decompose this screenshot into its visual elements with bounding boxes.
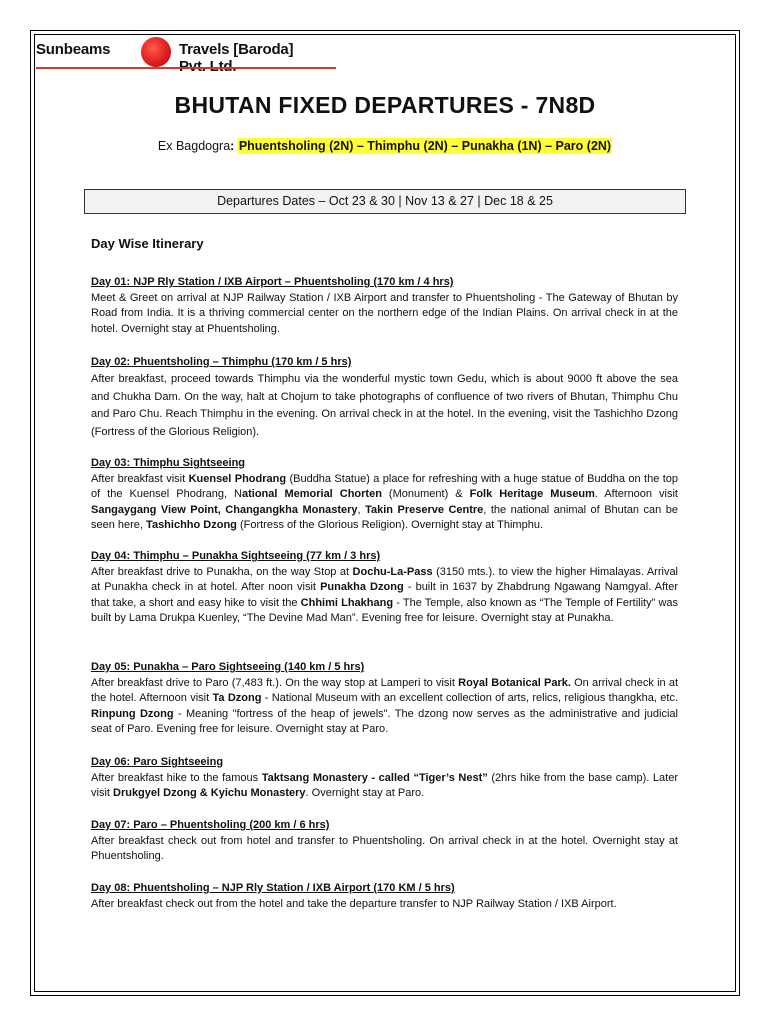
logo-underline <box>36 67 336 69</box>
highlighted-place: Punakha Dzong <box>320 581 404 594</box>
highlighted-place: Tashichho Dzong <box>146 519 237 532</box>
description-text: (3150 mts.). to view the higher Himalayas. Arrival at Punakha check in at hotel. After noon visit <box>91 565 679 594</box>
highlighted-place: Drukgyel Dzong & Kyichu Monastery <box>113 787 306 800</box>
description-text: . Afternoon visit <box>594 488 678 501</box>
day-section <box>91 818 678 865</box>
description-text: (Fortress of the Glorious Religion). Overnight stay at Thimphu. <box>236 519 543 532</box>
description-text: . Overnight stay at Paro. <box>305 787 425 800</box>
description-text: After breakfast hike to the famous <box>91 771 262 784</box>
day-title: Day 06: Paro Sightseeing <box>91 756 224 768</box>
day-section <box>91 881 678 912</box>
company-logo <box>34 36 314 70</box>
description-text: (Monument) & <box>381 488 470 501</box>
highlighted-place: Folk Heritage Museum <box>469 488 595 501</box>
description-text: Meet & Greet on arrival at NJP Railway Station / IXB Airport and transfer to Phuentsholing - The Gateway of Bhutan by Road from India. It is a thriving commercial center on the northern edge of the Indian Plains. On arrival check in at the hotel. Overnight stay at Phuentsholing. <box>91 291 678 335</box>
day-section <box>91 354 678 441</box>
day-section <box>91 275 678 337</box>
description-text: After breakfast drive to Punakha, on the way Stop at <box>91 565 353 578</box>
day-section <box>91 660 678 738</box>
route-colon: : <box>230 139 235 153</box>
logo-text-left: Sunbeams <box>36 41 111 58</box>
route-line <box>34 139 736 153</box>
page-title: BHUTAN FIXED DEPARTURES - 7N8D <box>174 92 596 118</box>
description-text: After breakfast check out from the hotel and take the departure transfer to NJP Railway Station / IXB Airport. <box>91 897 617 910</box>
description-text: - Meaning "fortress of the heap of jewels". The dzong now serves as the administrative and judicial seat of Paro. Evening free for leisure. Overnight stay at Paro. <box>91 707 678 736</box>
day-description <box>91 771 678 802</box>
day-title: Day 01: NJP Rly Station / IXB Airport – Phuentsholing (170 km / 4 hrs) <box>91 276 454 288</box>
day-description <box>91 676 678 738</box>
day-description <box>91 565 678 627</box>
highlighted-place: Rinpung Dzong <box>91 707 174 720</box>
day-description <box>91 834 678 865</box>
highlighted-place: Ta Dzong <box>212 692 262 705</box>
description-text: - The Temple, also known as “The Temple of Fertility” was built by Lama Drukpa Kuenley, “The Devine Mad Man”. Evening free for leisure. Overnight stay at Punakha. <box>91 596 679 625</box>
description-text: After breakfast check out from hotel and transfer to Phuentsholing. On arrival check in at the hotel. Overnight stay at Phuentsholing. <box>91 834 678 863</box>
sun-logo-icon <box>141 37 171 67</box>
route-highlight: Phuentsholing (2N) – Thimphu (2N) – Punakha (1N) – Paro (2N) <box>238 139 612 153</box>
day-description <box>91 472 678 534</box>
description-text: After breakfast visit <box>91 472 189 485</box>
highlighted-place: Sangaygang View Point, Changangkha Monastery <box>91 503 358 516</box>
description-text: - built in 1637 by Zhabdrung Ngawang Namgyal. After that take, a short and easy hike to visit the <box>91 581 678 609</box>
description-text: (2hrs hike from the base camp). Later visit <box>91 771 678 800</box>
day-title: Day 08: Phuentsholing – NJP Rly Station / IXB Airport (170 KM / 5 hrs) <box>91 882 455 894</box>
description-text: After breakfast drive to Paro (7,483 ft.). On the way stop at Lamperi to visit <box>91 676 459 689</box>
day-section <box>91 456 678 534</box>
day-title: Day 03: Thimphu Sightseeing <box>91 457 246 469</box>
day-title: Day 02: Phuentsholing – Thimphu (170 km / 5 hrs) <box>91 356 352 368</box>
day-description <box>91 897 678 913</box>
day-title: Day 07: Paro – Phuentsholing (200 km / 6 hrs) <box>91 819 330 831</box>
description-text: , the national animal of Bhutan can be seen here, <box>91 503 678 532</box>
highlighted-place: Kuensel Phodrang <box>188 472 287 485</box>
day-description <box>91 291 678 338</box>
highlighted-place: ational Memorial Chorten <box>241 488 382 501</box>
highlighted-place: Takin Preserve Centre <box>365 503 484 516</box>
highlighted-place: Dochu-La-Pass <box>352 565 433 578</box>
description-text: (Buddha Statue) a place for refreshing with a huge statue of Buddha on the top of the Kuensel Phodrang, N <box>91 472 678 501</box>
logo-text-right: Travels [Baroda] <box>179 41 294 58</box>
day-title: Day 04: Thimphu – Punakha Sightseeing (77 km / 3 hrs) <box>91 550 381 562</box>
day-title: Day 05: Punakha – Paro Sightseeing (140 km / 5 hrs) <box>91 661 365 673</box>
description-text: , <box>357 503 366 516</box>
day-description <box>91 371 678 441</box>
departure-dates-box: Departures Dates – Oct 23 & 30 | Nov 13 & 27 | Dec 18 & 25 <box>84 189 686 214</box>
day-section <box>91 755 678 802</box>
description-text: - National Museum with an excellent collection of arts, relics, religious thangkha, etc. <box>261 692 679 705</box>
description-text: On arrival check in at the hotel. Afternoon visit <box>91 676 679 705</box>
highlighted-place: Chhimi Lhakhang <box>300 596 394 609</box>
route-prefix: Ex Bagdogra <box>157 139 231 153</box>
description-text: After breakfast, proceed towards Thimphu via the wonderful mystic town Gedu, which is about 9000 ft above the sea and Chukha Dam. On the way, halt at Chojum to take photographs of confluence of two rivers of Bhutan, Thimphu Chu and Paro Chu. Reach Thimphu in the evening. On arrival check in at the hotel. In the evening, visit the Tashichho Dzong (Fortress of the Glorious Religion). <box>91 373 678 438</box>
highlighted-place: Taktsang Monastery - called “Tiger’s Nest” <box>261 771 488 784</box>
day-section <box>91 549 678 627</box>
itinerary-heading: Day Wise Itinerary <box>91 236 204 251</box>
highlighted-place: Royal Botanical Park. <box>458 676 571 689</box>
